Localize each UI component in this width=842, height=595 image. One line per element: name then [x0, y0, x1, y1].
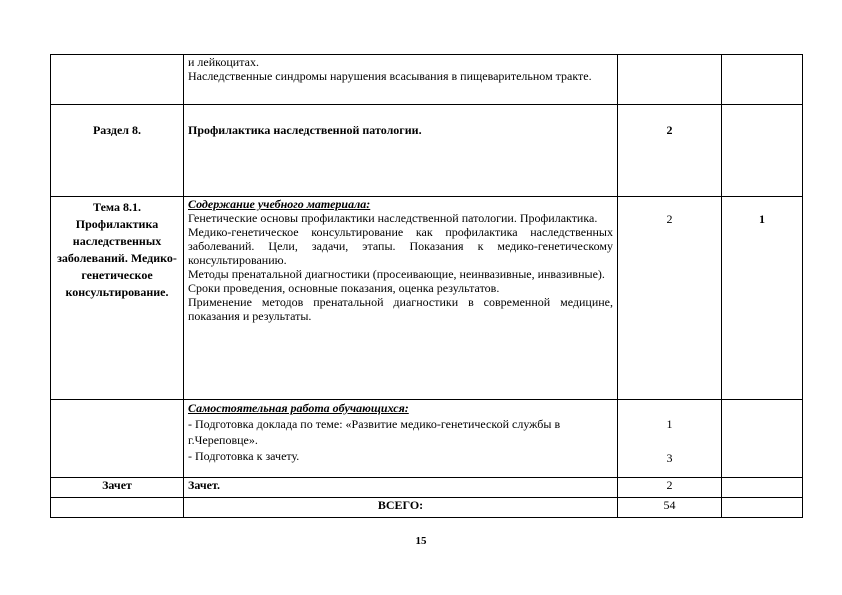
content-paragraph: Медико-генетическое консультирование как профилактика наследственных заболеваний. Цели, задачи, этапы. Показания к медико-генетическому консультированию. — [188, 225, 613, 267]
cell-level — [722, 400, 803, 478]
content-paragraph: Применение методов пренатальной диагностики в современной медицине, показания и результаты. — [188, 295, 613, 323]
section-title: Раздел 8. — [92, 123, 142, 137]
section-description: Профилактика наследственной патологии. — [188, 123, 422, 137]
selfwork-item: - Подготовка доклада по теме: «Развитие медико-генетической службы в г.Череповце». — [188, 417, 561, 447]
content-line: Наследственные синдромы нарушения всасывания в пищеварительном тракте. — [188, 69, 592, 83]
content-heading: Содержание учебного материала: — [188, 197, 371, 211]
content-line: и лейкоцитах. — [188, 55, 259, 69]
content-paragraph: Генетические основы профилактики наследственной патологии. Профилактика. — [188, 211, 598, 225]
cell-topic-hours — [618, 197, 722, 400]
cell-section-content — [184, 105, 618, 197]
topic-level: 1 — [759, 212, 765, 226]
cell-selfwork-hours — [618, 400, 722, 478]
table-row-total — [51, 498, 803, 518]
cell-topic-name — [51, 498, 184, 518]
table-row-section-8 — [51, 105, 803, 197]
credit-description: Зачет. — [188, 478, 220, 492]
table-row-topic-8-1 — [51, 197, 803, 400]
content-paragraph: Сроки проведения, основные показания, оценка результатов. — [188, 281, 500, 295]
cell-level — [722, 55, 803, 105]
cell-hours — [618, 55, 722, 105]
content-paragraph: Методы пренатальной диагностики (просеивающие, неинвазивные, инвазивные). — [188, 267, 605, 281]
cell-topic-name — [51, 400, 184, 478]
table-row-continuation — [51, 55, 803, 105]
cell-total-hours — [618, 498, 722, 518]
cell-credit-content — [184, 478, 618, 498]
cell-topic-content — [184, 197, 618, 400]
cell-total-label — [184, 498, 618, 518]
cell-section-name — [51, 105, 184, 197]
total-label: ВСЕГО: — [377, 498, 424, 512]
topic-hours: 2 — [666, 212, 673, 226]
cell-topic-name — [51, 55, 184, 105]
cell-topic-name — [51, 197, 184, 400]
cell-level — [722, 478, 803, 498]
cell-selfwork-content — [184, 400, 618, 478]
selfwork-item: - Подготовка к зачету. — [188, 449, 300, 463]
cell-section-level — [722, 105, 803, 197]
cell-level — [722, 498, 803, 518]
credit-hours: 2 — [666, 478, 673, 492]
table-row-credit — [51, 478, 803, 498]
table-row-self-work — [51, 400, 803, 478]
total-hours: 54 — [663, 498, 676, 512]
page-number: 15 — [415, 535, 427, 547]
cell-credit-name — [51, 478, 184, 498]
curriculum-table — [50, 54, 803, 518]
selfwork-hours: 1 — [666, 417, 673, 431]
cell-content — [184, 55, 618, 105]
credit-title: Зачет — [102, 478, 132, 492]
cell-section-hours — [618, 105, 722, 197]
cell-credit-hours — [618, 478, 722, 498]
selfwork-hours: 3 — [666, 451, 673, 465]
topic-title: Тема 8.1. Профилактика наследственных заболеваний. Медико-генетическое консультирование. — [57, 200, 177, 299]
section-hours: 2 — [666, 123, 673, 137]
selfwork-heading: Самостоятельная работа обучающихся: — [188, 401, 409, 415]
cell-topic-level — [722, 197, 803, 400]
